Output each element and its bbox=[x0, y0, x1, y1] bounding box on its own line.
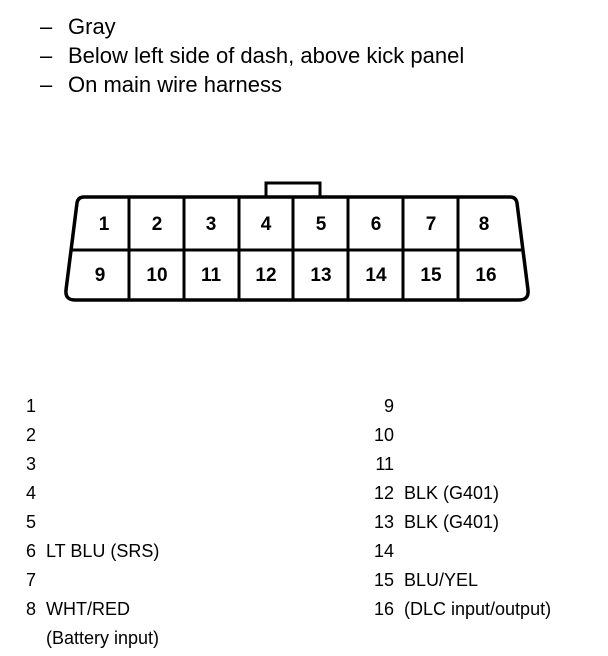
pin-number: 12 bbox=[373, 483, 394, 503]
pin-wire: WHT/RED (Battery input) bbox=[46, 595, 159, 653]
pin-number: 2 bbox=[25, 425, 36, 445]
pin-wire: BLK (G401) bbox=[404, 483, 500, 503]
pin-row bbox=[20, 479, 36, 508]
pin-wire: BLK (G401) bbox=[404, 512, 500, 532]
pin-number: 7 bbox=[25, 570, 36, 590]
pin-wire: BLU/YEL (DLC input/output) bbox=[404, 566, 551, 624]
note-location: – Below left side of dash, above kick panel bbox=[40, 43, 465, 68]
pin-row bbox=[20, 508, 36, 537]
note-harness: – On main wire harness bbox=[40, 72, 282, 97]
pin-number: 16 bbox=[373, 599, 394, 619]
pin-row bbox=[362, 508, 500, 537]
pin-row bbox=[20, 595, 160, 648]
pin-number: 9 bbox=[383, 396, 394, 416]
pin-list-left bbox=[20, 392, 160, 648]
connector-lock-tab bbox=[266, 183, 320, 197]
pin-function: (DLC input/output) bbox=[404, 599, 552, 619]
pin-row bbox=[20, 450, 36, 479]
pin-label: 6 bbox=[370, 214, 382, 235]
pin-row bbox=[362, 392, 394, 421]
pin-label: 10 bbox=[146, 265, 168, 286]
pin-row bbox=[362, 421, 394, 450]
pin-label: 12 bbox=[255, 265, 277, 286]
pin-row bbox=[20, 392, 36, 421]
pin-label: 11 bbox=[200, 265, 222, 286]
pin-number: 15 bbox=[373, 570, 394, 590]
pin-number: 8 bbox=[25, 599, 36, 619]
pin-label: 8 bbox=[478, 214, 490, 235]
pin-label: 4 bbox=[260, 214, 272, 235]
pin-row bbox=[20, 421, 36, 450]
pin-number: 1 bbox=[25, 396, 36, 416]
pin-row bbox=[362, 537, 394, 566]
pin-number: 10 bbox=[373, 425, 394, 445]
pin-number: 13 bbox=[373, 512, 394, 532]
pin-row bbox=[362, 479, 500, 508]
pin-label: 1 bbox=[98, 214, 110, 235]
pin-number: 5 bbox=[25, 512, 36, 532]
pin-number: 14 bbox=[373, 541, 394, 561]
pin-label: 5 bbox=[315, 214, 327, 235]
pin-label: 9 bbox=[94, 265, 106, 286]
pin-number: 4 bbox=[25, 483, 36, 503]
note-color: – Gray bbox=[40, 14, 116, 39]
pin-label: 3 bbox=[205, 214, 217, 235]
pin-row bbox=[362, 450, 394, 479]
pin-number: 6 bbox=[25, 541, 36, 561]
pin-number: 3 bbox=[25, 454, 36, 474]
pin-function: (Battery input) bbox=[46, 628, 160, 648]
pin-row bbox=[20, 566, 36, 595]
pin-list-right bbox=[362, 392, 552, 624]
pin-label: 16 bbox=[475, 265, 497, 286]
pin-label: 7 bbox=[425, 214, 437, 235]
pin-label: 14 bbox=[365, 265, 387, 286]
pin-row bbox=[20, 537, 160, 566]
pin-label: 13 bbox=[310, 265, 332, 286]
pin-number: 11 bbox=[375, 454, 394, 474]
pin-wire: LT BLU (SRS) bbox=[46, 541, 160, 561]
pin-row bbox=[362, 595, 394, 624]
pin-label: 15 bbox=[420, 265, 442, 286]
pin-label: 2 bbox=[151, 214, 163, 235]
